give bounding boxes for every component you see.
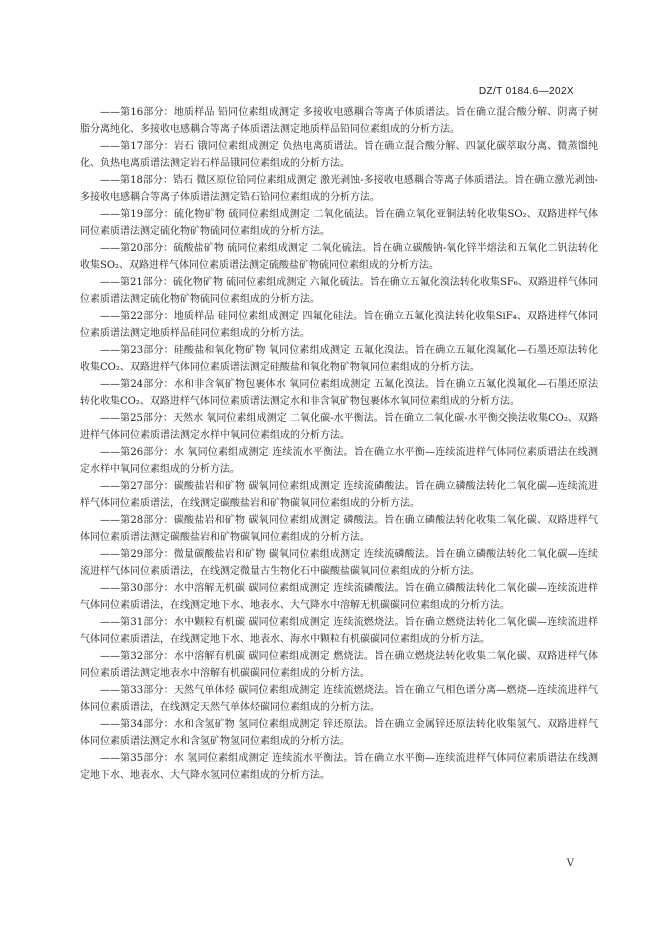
part-35-paragraph: ——第35部分：水 氢同位素组成测定 连续流水平衡法。旨在确立水平衡—连续流进样气体同位素质谱法在线测定地下水、地表水、大气降水氢同位素组成的分析方法。 <box>80 753 598 781</box>
part-19-paragraph: ——第19部分：硫化物矿物 硫同位素组成测定 二氧化硫法。旨在确立氧化亚铜法转化收集SO₂、双路进样气体同位素质谱法测定硫化物矿物硫同位素组成的分析方法。 <box>80 209 598 237</box>
standard-code-header: DZ/T 0184.6—202X <box>478 86 574 97</box>
part-23-paragraph: ——第23部分：硅酸盐和氧化物矿物 氧同位素组成测定 五氟化溴法。旨在确立五氟化溴氟化—石墨还原法转化收集CO₂、双路进样气体同位素质谱法测定硅酸盐和氧化物矿物氧同位素组成的分析方法。 <box>80 345 598 373</box>
part-16-paragraph: ——第16部分：地质样品 铅同位素组成测定 多接收电感耦合等离子体质谱法。旨在确立混合酸分解、阴离子树脂分离纯化、多接收电感耦合等离子体质谱法测定地质样品铅同位素组成的分析方法。 <box>80 107 598 135</box>
part-22-paragraph: ——第22部分：地质样品 硅同位素组成测定 四氟化硅法。旨在确立五氟化溴法转化收集SiF₄、双路进样气体同位素质谱法测定地质样品硅同位素组成的分析方法。 <box>80 311 598 339</box>
part-18-paragraph: ——第18部分：锆石 微区原位铪同位素组成测定 激光剥蚀-多接收电感耦合等离子体质谱法。旨在确立激光剥蚀-多接收电感耦合等离子体质谱法测定锆石铪同位素组成的分析方法。 <box>80 175 598 203</box>
part-29-paragraph: ——第29部分：微量碳酸盐岩和矿物 碳氧同位素组成测定 连续流磷酸法。旨在确立磷酸法转化二氧化碳—连续流进样气体同位素质谱法，在线测定微量古生物化石中碳酸盐碳氧同位素组成的分析方法。 <box>80 549 598 577</box>
part-24-paragraph: ——第24部分：水和非含氧矿物包裹体水 氧同位素组成测定 五氟化溴法。旨在确立五氟化溴氟化—石墨还原法转化收集CO₂、双路进样气体同位素质谱法测定水和非含氧矿物包裹体水氧同位素组成的分析方法。 <box>80 379 598 407</box>
part-17-paragraph: ——第17部分：岩石 锇同位素组成测定 负热电离质谱法。旨在确立混合酸分解、四氯化碳萃取分离、微蒸馏纯化、负热电离质谱法测定岩石样品锇同位素组成的分析方法。 <box>80 141 598 169</box>
part-27-paragraph: ——第27部分：碳酸盐岩和矿物 碳氧同位素组成测定 连续流磷酸法。旨在确立磷酸法转化二氧化碳—连续流进样气体同位素质谱法，在线测定碳酸盐岩和矿物碳氧同位素组成的分析方法。 <box>80 481 598 509</box>
page-number: V <box>566 858 574 869</box>
part-34-paragraph: ——第34部分：水和含氢矿物 氢同位素组成测定 锌还原法。旨在确立金属锌还原法转化收集氢气、双路进样气体同位素质谱法测定水和含氢矿物氢同位素组成的分析方法。 <box>80 719 598 747</box>
part-33-paragraph: ——第33部分：天然气单体烃 碳同位素组成测定 连续流燃烧法。旨在确立气相色谱分离—燃烧—连续流进样气体同位素质谱法，在线测定天然气单体烃碳同位素组成的分析方法。 <box>80 685 598 713</box>
part-26-paragraph: ——第26部分：水 氧同位素组成测定 连续流水平衡法。旨在确立水平衡—连续流进样气体同位素质谱法在线测定水样中氧同位素组成的分析方法。 <box>80 447 598 475</box>
part-20-paragraph: ——第20部分：硫酸盐矿物 硫同位素组成测定 二氧化硫法。旨在确立碳酸钠-氧化锌半熔法和五氧化二钒法转化收集SO₂、双路进样气体同位素质谱法测定硫酸盐矿物硫同位素组成的分析方法。 <box>80 243 598 271</box>
part-28-paragraph: ——第28部分：碳酸盐岩和矿物 碳氧同位素组成测定 磷酸法。旨在确立磷酸法转化收集二氧化碳、双路进样气体同位素质谱法测定碳酸盐岩和矿物碳氧同位素组成的分析方法。 <box>80 515 598 543</box>
part-31-paragraph: ——第31部分：水中颗粒有机碳 碳同位素组成测定 连续流燃烧法。旨在确立燃烧法转化二氧化碳—连续流进样气体同位素质谱法，在线测定地下水、地表水、海水中颗粒有机碳碳同位素组成的分析方法。 <box>80 617 598 645</box>
part-32-paragraph: ——第32部分：水中溶解有机碳 碳同位素组成测定 燃烧法。旨在确立燃烧法转化收集二氧化碳、双路进样气体同位素质谱法测定地表水中溶解有机碳碳同位素组成的分析方法。 <box>80 651 598 679</box>
part-30-paragraph: ——第30部分：水中溶解无机碳 碳同位素组成测定 连续流磷酸法。旨在确立磷酸法转化二氧化碳—连续流进样气体同位素质谱法，在线测定地下水、地表水、大气降水中溶解无机碳碳同位素组成的分析方法。 <box>80 583 598 611</box>
document-body <box>80 104 598 784</box>
part-25-paragraph: ——第25部分：天然水 氧同位素组成测定 二氧化碳-水平衡法。旨在确立二氧化碳-水平衡交换法收集CO₂、双路进样气体同位素质谱法测定水样中氧同位素组成的分析方法。 <box>80 413 598 441</box>
part-21-paragraph: ——第21部分：硫化物矿物 硫同位素组成测定 六氟化硫法。旨在确立五氟化溴法转化收集SF₆、双路进样气体同位素质谱法测定硫化物矿物硫同位素组成的分析方法。 <box>80 277 598 305</box>
